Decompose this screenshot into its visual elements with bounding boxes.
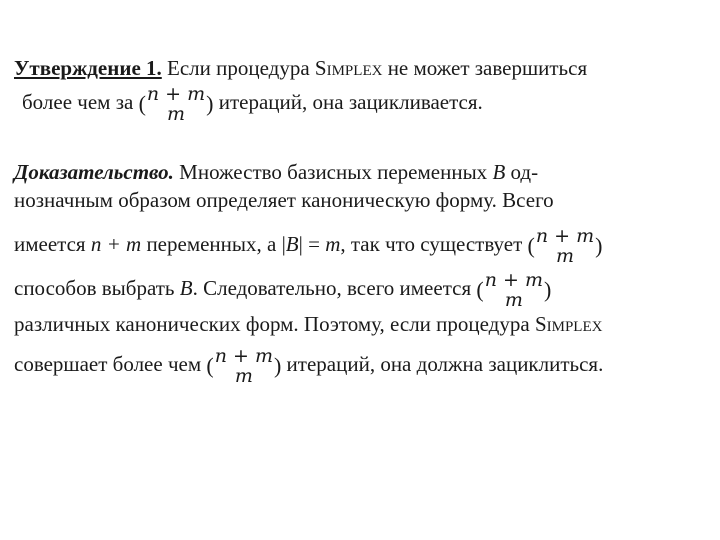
proof-line3-eq: | = [298,231,326,256]
statement-line2-start: более чем за [22,89,139,114]
expr-n-plus-m: n + m [90,231,142,256]
binomial-frac [535,226,595,266]
proof-line-4 [14,270,551,310]
proof-line3-start: имеется [14,231,91,256]
proof-line-1 [14,160,538,184]
binomial-top: n + m [484,269,543,291]
binomial-coefficient [528,226,603,266]
binomial-frac [146,84,206,124]
proof-line-3 [14,226,602,266]
simplex-name: Simplex [314,56,383,80]
var-b: B [285,231,299,256]
binomial-close: ) [206,91,214,116]
proof-line-6 [14,346,603,386]
proof-line1-text: Множество базисных переменных [173,160,493,184]
binomial-frac [484,270,544,310]
binomial-open: ( [527,233,535,258]
binomial-close: ) [273,353,282,378]
binomial-open: ( [476,277,484,302]
binomial-bottom: m [504,289,523,311]
statement-text-end: не может завершиться [382,56,588,80]
binomial-coefficient [139,84,214,124]
binomial-open: ( [138,91,146,116]
simplex-name: Simplex [534,312,603,336]
binomial-coefficient [206,346,281,386]
binomial-coefficient [476,270,551,310]
proof-line2-text: нозначным образом определяет каноническую форму. Всего [14,188,554,212]
binomial-open: ( [206,353,214,378]
binomial-close: ) [595,233,603,258]
proof-line6-start: совершает более чем [14,351,207,376]
binomial-bottom: m [234,365,253,387]
proof-line-2 [14,188,554,212]
binomial-bottom: m [555,245,574,267]
var-b: B [492,160,506,184]
binomial-top: n + m [146,83,206,105]
proof-line3-mid: переменных, а | [141,231,286,256]
proof-line5-start: различных канонических форм. Поэтому, если процедура [14,312,535,336]
proof-line1-end: од- [505,160,539,184]
binomial-close: ) [543,277,552,302]
binomial-top: n + m [535,225,595,247]
statement-line-2 [22,84,483,124]
statement-text: Если процедура [161,56,315,80]
proof-line3-end: , так что существует [340,231,528,256]
statement-line-1 [14,56,587,80]
proof-line-5 [14,312,602,336]
proof-line4-start: способов выбрать [14,275,180,300]
binomial-bottom: m [167,103,186,125]
var-b: B [179,275,193,300]
proof-line6-end: итераций, она должна зациклиться. [286,351,604,376]
binomial-frac [214,346,274,386]
statement-title: Утверждение 1. [14,56,162,80]
proof-title: Доказательство. [14,160,174,184]
binomial-top: n + m [214,345,273,367]
proof-line4-end: . Следовательно, всего имеется [192,275,477,300]
statement-line2-end: итераций, она зацикливается. [218,89,483,114]
var-m: m [325,231,341,256]
